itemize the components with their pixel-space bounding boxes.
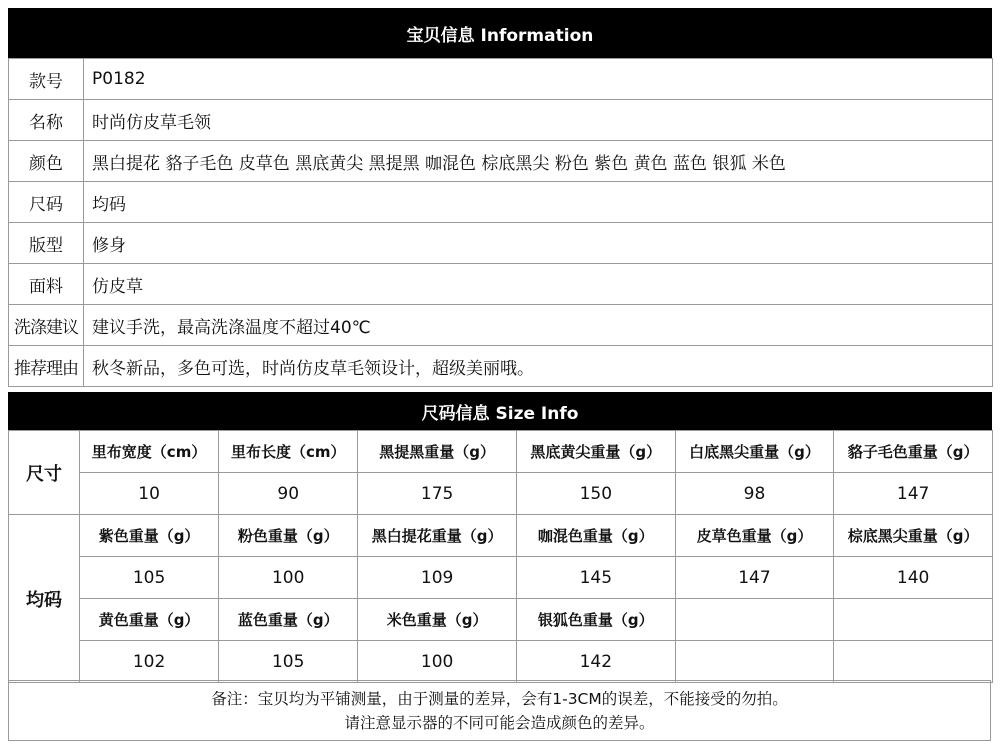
info-key: 尺码 <box>9 182 84 223</box>
size-value-cell: 98 <box>675 473 834 515</box>
size-value-cell: 90 <box>219 473 358 515</box>
size-header <box>8 392 992 430</box>
size-header-cell: 蓝色重量（g） <box>219 599 358 641</box>
size-value-cell: 142 <box>516 641 675 683</box>
size-value-cell: 100 <box>219 557 358 599</box>
size-value-row <box>9 557 993 599</box>
info-row <box>9 100 993 141</box>
info-row <box>9 305 993 346</box>
info-header <box>8 8 992 58</box>
size-header-cell: 米色重量（g） <box>358 599 517 641</box>
info-row <box>9 59 993 100</box>
size-value-cell: 147 <box>834 473 993 515</box>
info-key: 面料 <box>9 264 84 305</box>
size-header-cell: 粉色重量（g） <box>219 515 358 557</box>
size-header-row <box>9 515 993 557</box>
size-header-cell: 紫色重量（g） <box>80 515 219 557</box>
size-value-cell: 175 <box>358 473 517 515</box>
note-line: 备注：宝贝均为平铺测量，由于测量的差异，会有1-3CM的误差，不能接受的勿拍。 <box>211 690 788 708</box>
info-key: 版型 <box>9 223 84 264</box>
size-header-cell: 白底黑尖重量（g） <box>675 431 834 473</box>
size-header-cell: 咖混色重量（g） <box>516 515 675 557</box>
size-value-cell: 140 <box>834 557 993 599</box>
info-key: 款号 <box>9 59 84 100</box>
size-header-cell: 黑提黑重量（g） <box>358 431 517 473</box>
size-header-cell: 皮草色重量（g） <box>675 515 834 557</box>
info-key: 推荐理由 <box>9 346 84 387</box>
size-table <box>8 430 993 683</box>
info-row <box>9 264 993 305</box>
size-header-cell: 银狐色重量（g） <box>516 599 675 641</box>
size-row-label: 均码 <box>9 515 80 683</box>
size-header-cell: 黄色重量（g） <box>80 599 219 641</box>
size-header-cell <box>834 599 993 641</box>
info-key: 洗涤建议 <box>9 305 84 346</box>
info-value: 仿皮草 <box>84 264 993 305</box>
size-value-row <box>9 641 993 683</box>
size-header-cell: 黑底黄尖重量（g） <box>516 431 675 473</box>
size-value-cell: 105 <box>219 641 358 683</box>
info-value: 秋冬新品，多色可选，时尚仿皮草毛领设计，超级美丽哦。 <box>84 346 993 387</box>
size-value-cell: 150 <box>516 473 675 515</box>
size-header-cell: 棕底黑尖重量（g） <box>834 515 993 557</box>
size-value-cell: 105 <box>80 557 219 599</box>
size-header-cell <box>675 599 834 641</box>
info-value: 修身 <box>84 223 993 264</box>
info-value: 建议手洗，最高洗涤温度不超过40℃ <box>84 305 993 346</box>
size-value-cell: 100 <box>358 641 517 683</box>
size-value-cell: 10 <box>80 473 219 515</box>
info-value: 均码 <box>84 182 993 223</box>
info-table <box>8 58 993 387</box>
size-header-row <box>9 431 993 473</box>
size-header-row <box>9 599 993 641</box>
info-key: 名称 <box>9 100 84 141</box>
size-value-cell: 145 <box>516 557 675 599</box>
note-line: 请注意显示器的不同可能会造成颜色的差异。 <box>344 714 655 732</box>
info-key: 颜色 <box>9 141 84 182</box>
size-value-cell: 147 <box>675 557 834 599</box>
size-header-title: 尺码信息 Size Info <box>421 403 579 424</box>
size-value-row <box>9 473 993 515</box>
size-header-cell: 里布宽度（cm） <box>80 431 219 473</box>
size-value-cell: 102 <box>80 641 219 683</box>
note-box <box>8 680 991 741</box>
size-header-cell: 黑白提花重量（g） <box>358 515 517 557</box>
size-value-cell <box>675 641 834 683</box>
info-header-title: 宝贝信息 Information <box>406 25 594 46</box>
info-value: 黑白提花 貉子毛色 皮草色 黑底黄尖 黑提黑 咖混色 棕底黑尖 粉色 紫色 黄色 蓝色 银狐 米色 <box>84 141 993 182</box>
info-value: P0182 <box>84 59 993 100</box>
size-row-label: 尺寸 <box>9 431 80 515</box>
info-row <box>9 223 993 264</box>
info-row <box>9 346 993 387</box>
info-row <box>9 182 993 223</box>
size-value-cell: 109 <box>358 557 517 599</box>
info-row <box>9 141 993 182</box>
info-value: 时尚仿皮草毛领 <box>84 100 993 141</box>
size-header-cell: 貉子毛色重量（g） <box>834 431 993 473</box>
size-header-cell: 里布长度（cm） <box>219 431 358 473</box>
size-value-cell <box>834 641 993 683</box>
